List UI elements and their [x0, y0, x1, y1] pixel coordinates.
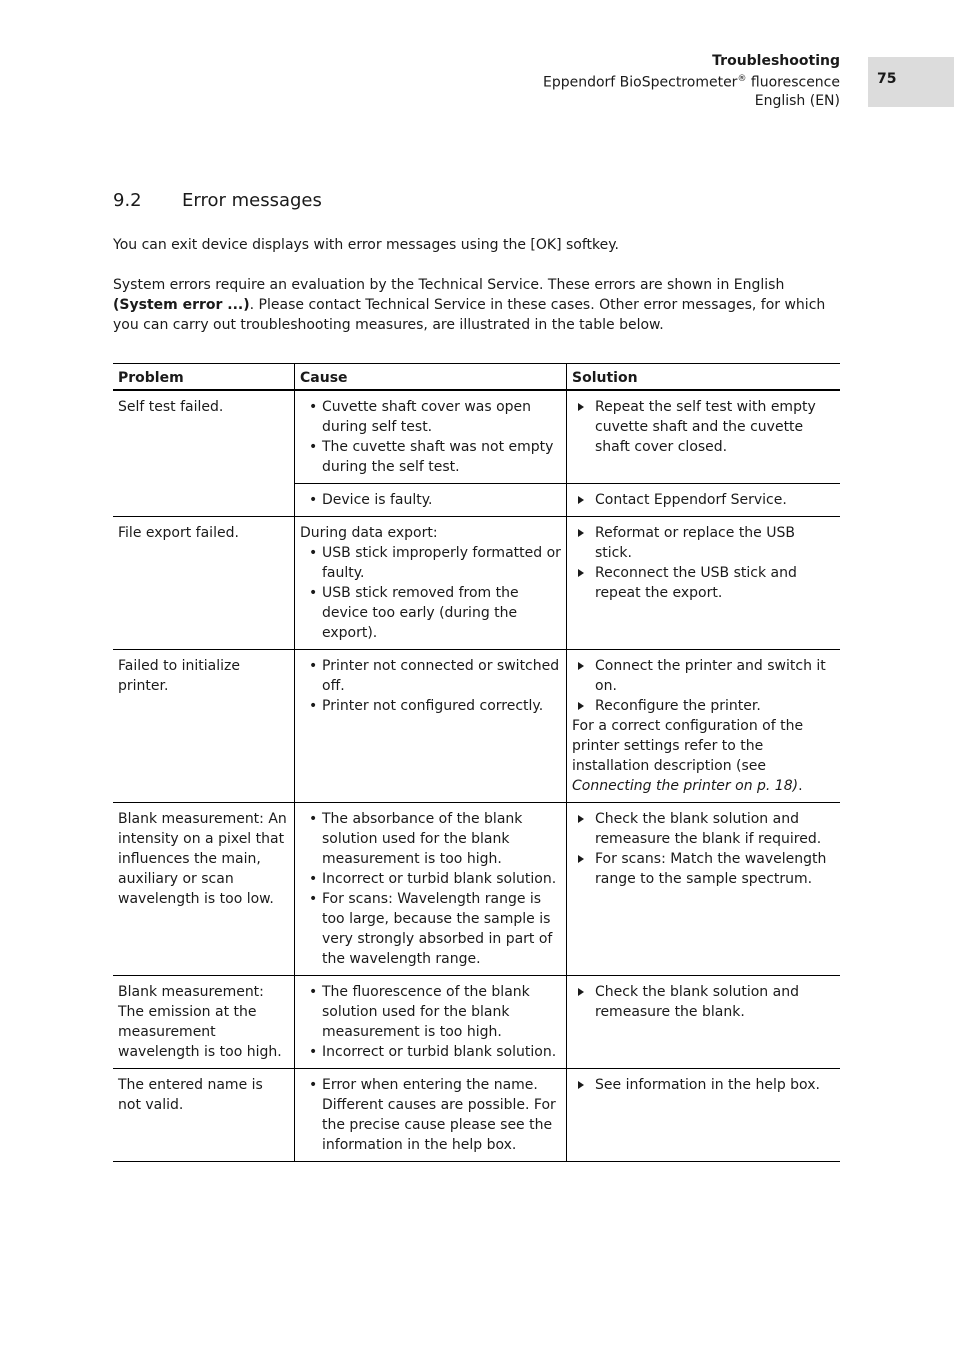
- list-item: Contact Eppendorf Service.: [572, 490, 835, 510]
- list-item: • Error when entering the name. Different causes are possible. For the precise cause please see the information in the help box.: [309, 1077, 556, 1153]
- problem-cell: Failed to initialize printer.: [113, 650, 295, 803]
- cause-cell: [295, 803, 567, 976]
- cross-reference-link[interactable]: Connecting the printer on p. 18): [572, 778, 799, 794]
- cause-cell: [295, 976, 567, 1069]
- arrow-icon: [578, 496, 584, 504]
- list-item: • The fluorescence of the blank solution used for the blank measurement is too high.: [309, 984, 530, 1040]
- header-language: English (EN): [754, 92, 840, 109]
- list-item: See information in the help box.: [572, 1075, 835, 1095]
- running-header: [543, 52, 840, 110]
- list-item: • Printer not connected or switched off.: [309, 658, 560, 694]
- arrow-icon: [578, 855, 584, 863]
- table-row: [113, 1069, 840, 1162]
- problem-cell: Blank measurement: An intensity on a pixel that influences the main, auxiliary or scan wavelength is too low.: [113, 803, 295, 976]
- solution-cell: [567, 976, 841, 1069]
- table-row: [113, 976, 840, 1069]
- solution-cell: [567, 650, 841, 803]
- list-item: Reconnect the USB stick and repeat the export.: [572, 563, 835, 603]
- solution-cell: [567, 517, 841, 650]
- error-table: [113, 363, 840, 1162]
- arrow-icon: [578, 815, 584, 823]
- cause-intro: During data export:: [300, 525, 438, 541]
- list-item: • The absorbance of the blank solution used for the blank measurement is too high.: [309, 811, 523, 867]
- list-item: • Cuvette shaft cover was open during self test.: [309, 399, 532, 435]
- solution-cell: [567, 803, 841, 976]
- system-errors-paragraph: System errors require an evaluation by the Technical Service. These errors are shown in English (System error ...). Please contact Technical Service in these cases. Other error messages, for which you can carry out troubleshooting measures, are illustrated in the table below.: [113, 277, 826, 333]
- list-item: Reformat or replace the USB stick.: [572, 523, 835, 563]
- list-item: • For scans: Wavelength range is too large, because the sample is very strongly absorbed in part of the wavelength range.: [309, 891, 553, 967]
- list-item: • Incorrect or turbid blank solution.: [309, 871, 557, 887]
- problem-cell: Self test failed.: [113, 390, 295, 517]
- header-solution: Solution: [567, 364, 841, 391]
- arrow-icon: [578, 1081, 584, 1089]
- list-item: Repeat the self test with empty cuvette shaft and the cuvette shaft cover closed.: [572, 397, 835, 457]
- list-item: • USB stick removed from the device too early (during the export).: [309, 585, 519, 641]
- list-item: • Incorrect or turbid blank solution.: [309, 1044, 557, 1060]
- table-row: [113, 517, 840, 650]
- list-item: • USB stick improperly formatted or faulty.: [309, 545, 561, 581]
- table-header-row: [113, 364, 840, 391]
- list-item: • Printer not configured correctly.: [309, 698, 544, 714]
- table-row: [113, 650, 840, 803]
- header-product: Eppendorf BioSpectrometer® fluorescence: [542, 74, 840, 91]
- arrow-icon: [578, 988, 584, 996]
- arrow-icon: [578, 569, 584, 577]
- arrow-icon: [578, 662, 584, 670]
- arrow-icon: [578, 403, 584, 411]
- list-item: Check the blank solution and remeasure the blank.: [572, 982, 835, 1022]
- header-chapter: Troubleshooting: [712, 53, 840, 69]
- problem-cell: File export failed.: [113, 517, 295, 650]
- cause-cell: [295, 484, 567, 517]
- list-item: For scans: Match the wavelength range to the sample spectrum.: [572, 849, 835, 889]
- cause-cell: [295, 390, 567, 484]
- list-item: Reconfigure the printer.: [572, 696, 835, 716]
- page-number: 75: [868, 57, 954, 107]
- list-item: Connect the printer and switch it on.: [572, 656, 835, 696]
- solution-cell: [567, 390, 841, 484]
- table-row: [113, 390, 840, 484]
- table-row: [113, 803, 840, 976]
- section-heading: [113, 190, 322, 211]
- solution-cell: [567, 484, 841, 517]
- problem-cell: Blank measurement: The emission at the measurement wavelength is too high.: [113, 976, 295, 1069]
- arrow-icon: [578, 529, 584, 537]
- printer-config-note: For a correct configuration of the printer settings refer to the installation description (see Connecting the printer on p. 18).: [572, 718, 804, 794]
- section-title: Error messages: [182, 190, 322, 211]
- list-item: Check the blank solution and remeasure the blank if required.: [572, 809, 835, 849]
- problem-cell: The entered name is not valid.: [113, 1069, 295, 1162]
- cause-cell: [295, 650, 567, 803]
- section-number: 9.2: [113, 190, 142, 211]
- arrow-icon: [578, 702, 584, 710]
- solution-cell: [567, 1069, 841, 1162]
- intro-paragraph: You can exit device displays with error messages using the [OK] softkey.: [113, 237, 619, 253]
- header-cause: Cause: [295, 364, 567, 391]
- list-item: • The cuvette shaft was not empty during the self test.: [309, 439, 554, 475]
- cause-cell: [295, 517, 567, 650]
- cause-cell: [295, 1069, 567, 1162]
- list-item: • Device is faulty.: [309, 492, 433, 508]
- header-problem: Problem: [113, 364, 295, 391]
